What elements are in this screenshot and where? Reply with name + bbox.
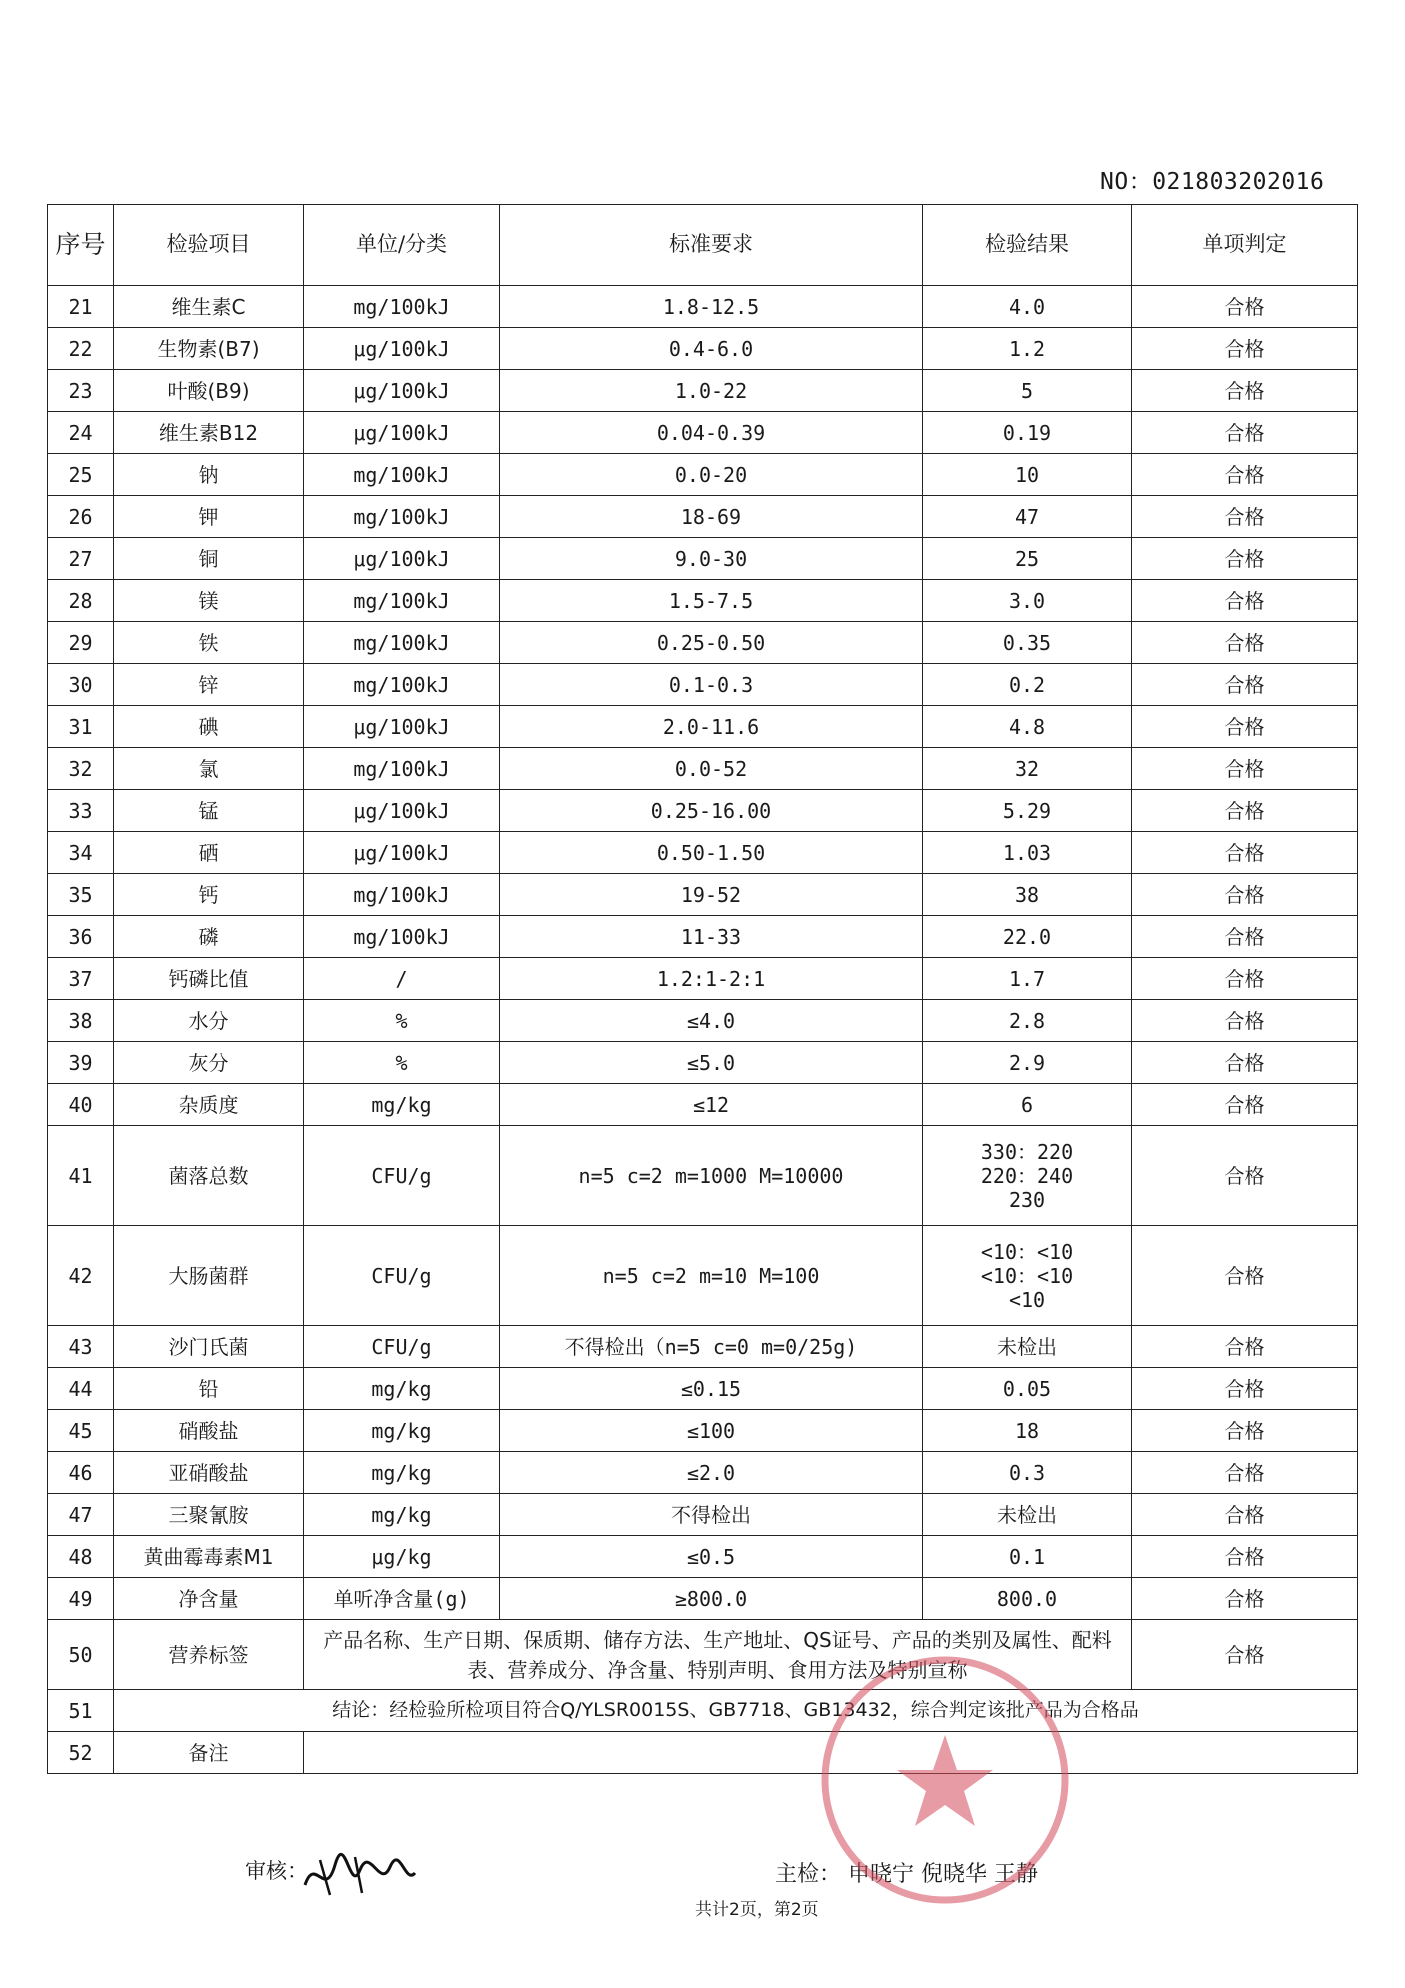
table-row [48,1494,1358,1536]
table-row [48,664,1358,706]
cell-no: 39 [48,1042,114,1084]
cell-standard: 2.0-11.6 [500,706,923,748]
cell-result: 5 [923,370,1132,412]
cell-label-requirements: 产品名称、生产日期、保质期、储存方法、生产地址、QS证号、产品的类别及属性、配料表、营养成分、净含量、特别声明、食用方法及特别宣称 [304,1620,1132,1690]
table-row [48,916,1358,958]
cell-no: 47 [48,1494,114,1536]
cell-standard: 0.4-6.0 [500,328,923,370]
table-row [48,1410,1358,1452]
cell-item: 大肠菌群 [114,1226,304,1326]
cell-no: 35 [48,874,114,916]
cell-item: 维生素C [114,286,304,328]
table-header-row [48,205,1358,286]
cell-no: 31 [48,706,114,748]
table-row [48,1452,1358,1494]
cell-item: 硒 [114,832,304,874]
cell-item: 钙磷比值 [114,958,304,1000]
cell-standard: 1.0-22 [500,370,923,412]
cell-result: 2.8 [923,1000,1132,1042]
cell-no: 28 [48,580,114,622]
cell-no: 50 [48,1620,114,1690]
cell-item: 钙 [114,874,304,916]
cell-item: 沙门氏菌 [114,1326,304,1368]
cell-standard: ≤0.5 [500,1536,923,1578]
cell-result: 0.1 [923,1536,1132,1578]
cell-item: 备注 [114,1732,304,1774]
cell-no: 27 [48,538,114,580]
cell-unit: mg/100kJ [304,874,500,916]
cell-unit: mg/100kJ [304,748,500,790]
cell-unit: mg/100kJ [304,622,500,664]
table-row [48,706,1358,748]
cell-item: 净含量 [114,1578,304,1620]
header-unit: 单位/分类 [304,205,500,286]
cell-item: 磷 [114,916,304,958]
table-row [48,958,1358,1000]
cell-no: 26 [48,496,114,538]
cell-result: 0.3 [923,1452,1132,1494]
cell-standard: 0.25-16.00 [500,790,923,832]
cell-result: 32 [923,748,1132,790]
cell-unit: μg/100kJ [304,412,500,454]
cell-result: 1.2 [923,328,1132,370]
cell-no: 51 [48,1690,114,1732]
header-standard: 标准要求 [500,205,923,286]
cell-unit: mg/100kJ [304,286,500,328]
table-row [48,1368,1358,1410]
cell-standard: n=5 c=2 m=1000 M=10000 [500,1126,923,1226]
cell-no: 23 [48,370,114,412]
cell-result: 3.0 [923,580,1132,622]
cell-verdict: 合格 [1132,1578,1358,1620]
cell-result: 5.29 [923,790,1132,832]
cell-verdict: 合格 [1132,1226,1358,1326]
cell-item: 生物素(B7) [114,328,304,370]
cell-item: 灰分 [114,1042,304,1084]
cell-standard: 0.50-1.50 [500,832,923,874]
cell-unit: CFU/g [304,1126,500,1226]
cell-verdict: 合格 [1132,916,1358,958]
cell-no: 30 [48,664,114,706]
cell-verdict: 合格 [1132,958,1358,1000]
cell-item: 硝酸盐 [114,1410,304,1452]
header-result: 检验结果 [923,205,1132,286]
cell-no: 46 [48,1452,114,1494]
cell-result: 未检出 [923,1326,1132,1368]
cell-no: 29 [48,622,114,664]
cell-item: 锌 [114,664,304,706]
cell-verdict: 合格 [1132,454,1358,496]
cell-item: 水分 [114,1000,304,1042]
cell-verdict: 合格 [1132,1494,1358,1536]
cell-standard: n=5 c=2 m=10 M=100 [500,1226,923,1326]
cell-result: 47 [923,496,1132,538]
cell-standard: 11-33 [500,916,923,958]
cell-standard: 0.25-0.50 [500,622,923,664]
cell-standard: 不得检出（n=5 c=0 m=0/25g) [500,1326,923,1368]
cell-standard: ≤5.0 [500,1042,923,1084]
cell-verdict: 合格 [1132,664,1358,706]
cell-verdict: 合格 [1132,412,1358,454]
cell-verdict: 合格 [1132,580,1358,622]
cell-result: 0.2 [923,664,1132,706]
cell-standard: 1.2:1-2:1 [500,958,923,1000]
cell-unit: mg/100kJ [304,916,500,958]
cell-verdict: 合格 [1132,328,1358,370]
cell-result: 38 [923,874,1132,916]
cell-verdict: 合格 [1132,790,1358,832]
cell-result: 2.9 [923,1042,1132,1084]
cell-verdict: 合格 [1132,286,1358,328]
cell-item: 营养标签 [114,1620,304,1690]
cell-result: 0.35 [923,622,1132,664]
cell-verdict: 合格 [1132,1536,1358,1578]
cell-no: 22 [48,328,114,370]
cell-verdict: 合格 [1132,1000,1358,1042]
cell-no: 41 [48,1126,114,1226]
cell-verdict: 合格 [1132,874,1358,916]
cell-unit: mg/100kJ [304,664,500,706]
cell-unit: μg/100kJ [304,370,500,412]
table-row [48,412,1358,454]
cell-result: 0.19 [923,412,1132,454]
cell-item: 菌落总数 [114,1126,304,1226]
cell-standard: 1.8-12.5 [500,286,923,328]
cell-unit: μg/100kJ [304,790,500,832]
cell-verdict: 合格 [1132,1042,1358,1084]
cell-result: 1.03 [923,832,1132,874]
cell-result: 未检出 [923,1494,1132,1536]
document-number: NO：021803202016 [1100,169,1325,195]
cell-item: 黄曲霉毒素M1 [114,1536,304,1578]
cell-no: 42 [48,1226,114,1326]
cell-unit: % [304,1000,500,1042]
table-row [48,1042,1358,1084]
table-row [48,1226,1358,1326]
cell-item: 三聚氰胺 [114,1494,304,1536]
cell-standard: 1.5-7.5 [500,580,923,622]
cell-standard: 0.0-20 [500,454,923,496]
cell-no: 44 [48,1368,114,1410]
red-seal-stamp [815,1650,1075,1910]
table-row [48,1084,1358,1126]
table-row [48,622,1358,664]
cell-item: 镁 [114,580,304,622]
table-row [48,580,1358,622]
cell-unit: mg/kg [304,1084,500,1126]
cell-unit: 单听净含量(g) [304,1578,500,1620]
cell-item: 锰 [114,790,304,832]
cell-no: 24 [48,412,114,454]
cell-verdict: 合格 [1132,496,1358,538]
header-item: 检验项目 [114,205,304,286]
cell-unit: μg/100kJ [304,706,500,748]
cell-result: 4.0 [923,286,1132,328]
cell-no: 32 [48,748,114,790]
inspection-report-table [47,204,1358,1774]
cell-result: 25 [923,538,1132,580]
cell-result: 800.0 [923,1578,1132,1620]
cell-unit: μg/kg [304,1536,500,1578]
cell-no: 21 [48,286,114,328]
cell-unit: mg/100kJ [304,454,500,496]
table-row [48,286,1358,328]
cell-conclusion: 结论：经检验所检项目符合Q/YLSR0015S、GB7718、GB13432，综合判定该批产品为合格品 [114,1690,1358,1732]
cell-no: 37 [48,958,114,1000]
cell-item: 钠 [114,454,304,496]
table-row [48,454,1358,496]
cell-unit: mg/kg [304,1494,500,1536]
cell-result: 330：220 220：240 230 [923,1126,1132,1226]
cell-result: 1.7 [923,958,1132,1000]
cell-unit: CFU/g [304,1226,500,1326]
table-row [48,496,1358,538]
cell-standard: ≤4.0 [500,1000,923,1042]
cell-verdict: 合格 [1132,1620,1358,1690]
cell-result: 4.8 [923,706,1132,748]
cell-standard: 18-69 [500,496,923,538]
header-no: 序号 [48,205,114,286]
cell-no: 49 [48,1578,114,1620]
cell-verdict: 合格 [1132,1452,1358,1494]
table-row [48,832,1358,874]
cell-result: 18 [923,1410,1132,1452]
cell-result: 10 [923,454,1132,496]
cell-unit: mg/kg [304,1368,500,1410]
cell-standard: 19-52 [500,874,923,916]
table-row [48,790,1358,832]
reviewer-label: 审核： [245,1859,308,1883]
cell-standard: ≤0.15 [500,1368,923,1410]
cell-verdict: 合格 [1132,1126,1358,1226]
table-row [48,1690,1358,1732]
cell-unit: μg/100kJ [304,538,500,580]
cell-verdict: 合格 [1132,538,1358,580]
cell-verdict: 合格 [1132,622,1358,664]
table-row [48,1126,1358,1226]
cell-unit: mg/kg [304,1452,500,1494]
cell-result: 22.0 [923,916,1132,958]
cell-unit: CFU/g [304,1326,500,1368]
table-row [48,1326,1358,1368]
cell-standard: 0.0-52 [500,748,923,790]
cell-no: 25 [48,454,114,496]
cell-verdict: 合格 [1132,1326,1358,1368]
cell-item: 铁 [114,622,304,664]
cell-standard: ≤100 [500,1410,923,1452]
cell-item: 杂质度 [114,1084,304,1126]
table-row [48,328,1358,370]
reviewer-signature [300,1845,420,1905]
page-info: 共计2页，第2页 [695,1900,819,1920]
table-row [48,1578,1358,1620]
cell-no: 38 [48,1000,114,1042]
cell-item: 亚硝酸盐 [114,1452,304,1494]
cell-result: <10：<10 <10：<10 <10 [923,1226,1132,1326]
cell-item: 碘 [114,706,304,748]
cell-no: 34 [48,832,114,874]
cell-standard: ≤2.0 [500,1452,923,1494]
table-row [48,1732,1358,1774]
inspectors: 主检： 申晓宁 倪晓华 王静 [775,1862,1038,1887]
table-row [48,1536,1358,1578]
cell-standard: ≤12 [500,1084,923,1126]
table-row [48,748,1358,790]
table-body [48,286,1358,1774]
cell-verdict: 合格 [1132,706,1358,748]
cell-no: 40 [48,1084,114,1126]
cell-unit: % [304,1042,500,1084]
cell-verdict: 合格 [1132,1084,1358,1126]
cell-no: 52 [48,1732,114,1774]
cell-item: 维生素B12 [114,412,304,454]
cell-verdict: 合格 [1132,832,1358,874]
cell-standard: 9.0-30 [500,538,923,580]
cell-no: 48 [48,1536,114,1578]
cell-item: 铜 [114,538,304,580]
table-row [48,1620,1358,1690]
cell-no: 43 [48,1326,114,1368]
cell-item: 钾 [114,496,304,538]
cell-standard: 0.1-0.3 [500,664,923,706]
cell-unit: / [304,958,500,1000]
cell-no: 36 [48,916,114,958]
cell-result: 0.05 [923,1368,1132,1410]
table-row [48,874,1358,916]
cell-verdict: 合格 [1132,370,1358,412]
cell-unit: μg/100kJ [304,832,500,874]
cell-item: 叶酸(B9) [114,370,304,412]
cell-unit: μg/100kJ [304,328,500,370]
cell-verdict: 合格 [1132,1368,1358,1410]
cell-verdict: 合格 [1132,748,1358,790]
cell-standard: 0.04-0.39 [500,412,923,454]
cell-standard: 不得检出 [500,1494,923,1536]
cell-unit: mg/100kJ [304,496,500,538]
table-row [48,538,1358,580]
cell-item: 铅 [114,1368,304,1410]
cell-result: 6 [923,1084,1132,1126]
cell-item: 氯 [114,748,304,790]
table-row [48,1000,1358,1042]
header-verdict: 单项判定 [1132,205,1358,286]
cell-verdict: 合格 [1132,1410,1358,1452]
cell-unit: mg/100kJ [304,580,500,622]
cell-unit: mg/kg [304,1410,500,1452]
cell-no: 45 [48,1410,114,1452]
cell-no: 33 [48,790,114,832]
table-row [48,370,1358,412]
cell-standard: ≥800.0 [500,1578,923,1620]
